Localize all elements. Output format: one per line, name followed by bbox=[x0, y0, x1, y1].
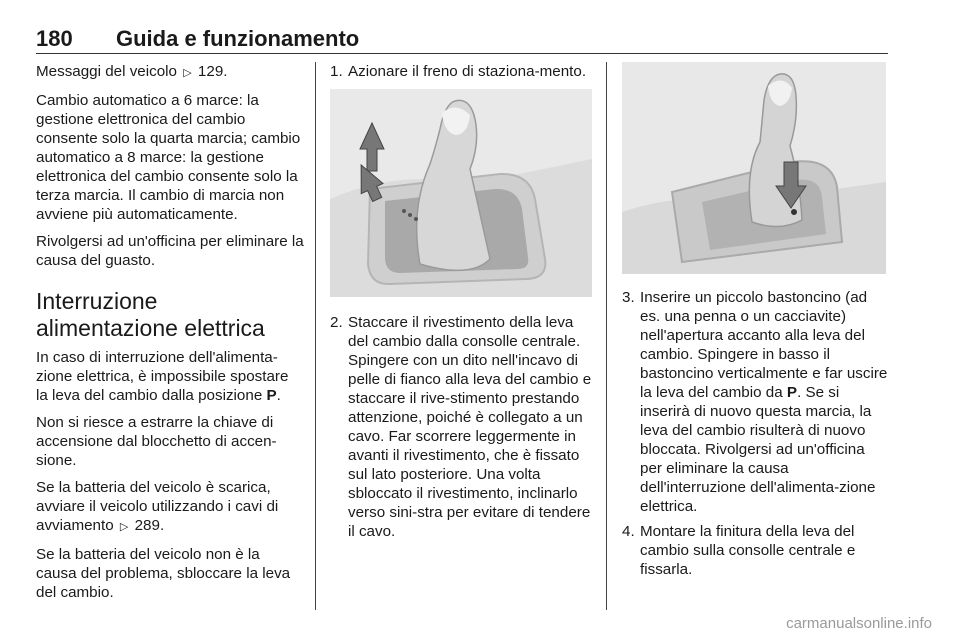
step-number: 1. bbox=[330, 63, 343, 80]
paragraph bbox=[36, 478, 304, 537]
header-rule bbox=[36, 53, 888, 54]
step-number: 2. bbox=[330, 314, 343, 331]
page-number: 180 bbox=[36, 26, 73, 51]
paragraph-text: Se la batteria del veicolo è scarica, avviare il veicolo utilizzando i cavi di avviamento bbox=[36, 479, 279, 534]
paragraph bbox=[36, 348, 304, 405]
paragraph: Cambio automatico a 6 marce: la gestione elettronica del cambio consente solo la quarta marcia; cambio automatico a 8 marce: la gestione elettronica del cambio consente solo la terza marcia. Il cambio di marcia non avviene più automaticamente. bbox=[36, 92, 301, 223]
page-reference[interactable]: 289. bbox=[134, 517, 165, 534]
column-right bbox=[622, 62, 888, 585]
gear-lever-trim-illustration bbox=[330, 89, 592, 297]
paragraph-text: Messaggi del veicolo bbox=[36, 63, 177, 80]
paragraph bbox=[36, 62, 304, 83]
step-text: Montare la finitura della leva del cambio sulla consolle centrale e fissarla. bbox=[640, 523, 856, 578]
step-item bbox=[330, 62, 592, 81]
column-divider bbox=[606, 62, 607, 610]
step-item bbox=[330, 313, 592, 541]
step-text: Staccare il rivestimento della leva del cambio dalla consolle centrale. Spingere con un dito nell'incavo di pelle di fianco alla leva del cambio e staccare il rive-stimento prestando attenzione, poiché è collegato a un cavo. Far scorrere leggermente in avanti il rivestimento, che è fissato sul lato posteriore. Una volta sbloccato il rivestimento, inclinarlo verso sini-stra per evitare di tendere il cavo. bbox=[348, 314, 592, 540]
step-text bbox=[640, 288, 888, 516]
paragraph-text: In caso di interruzione dell'alimenta-zione elettrica, è impossibile spostare la leva del cambio dalla posizione bbox=[36, 349, 289, 404]
gear-lever-release-illustration bbox=[622, 62, 886, 274]
column-left bbox=[36, 62, 304, 610]
paragraph: Non si riesce a estrarre la chiave di accensione dal blocchetto di accen-sione. bbox=[36, 414, 277, 469]
paragraph-text: . bbox=[276, 387, 281, 404]
section-heading: Interruzione alimentazione elettrica bbox=[36, 288, 265, 341]
gear-position-label: P bbox=[786, 384, 798, 401]
step-text-part: Inserire un piccolo bastoncino (ad es. una penna o un cacciavite) nell'apertura accanto alla leva del cambio. Spingere in basso il bastoncino verticalmente e far uscire la leva del cambio da bbox=[640, 289, 888, 401]
step-number: 3. bbox=[622, 289, 635, 306]
paragraph: Rivolgersi ad un'officina per eliminare la causa del guasto. bbox=[36, 233, 304, 269]
paragraph: Se la batteria del veicolo non è la causa del problema, sbloccare la leva del cambio. bbox=[36, 546, 291, 601]
page-header bbox=[36, 22, 888, 54]
step-item bbox=[622, 288, 888, 516]
gear-position-label: P bbox=[266, 387, 277, 404]
reference-arrow-icon: ▷ bbox=[183, 67, 192, 79]
reference-arrow-icon: ▷ bbox=[119, 521, 129, 533]
column-divider bbox=[315, 62, 316, 610]
watermark: carmanualsonline.info bbox=[786, 615, 932, 632]
page-reference[interactable]: 129. bbox=[197, 63, 228, 80]
column-middle bbox=[330, 62, 592, 547]
page-title: Guida e funzionamento bbox=[116, 26, 360, 51]
step-text: Azionare il freno di staziona-mento. bbox=[348, 63, 587, 80]
step-number: 4. bbox=[622, 523, 635, 540]
step-text-part: . Se si inserirà di nuovo questa marcia, la leva del cambio risulterà di nuovo bloccata. Rivolgersi ad un'officina per eliminare la causa dell'interruzione dell'alimenta-zione elettrica. bbox=[640, 384, 876, 515]
step-item bbox=[622, 522, 888, 579]
